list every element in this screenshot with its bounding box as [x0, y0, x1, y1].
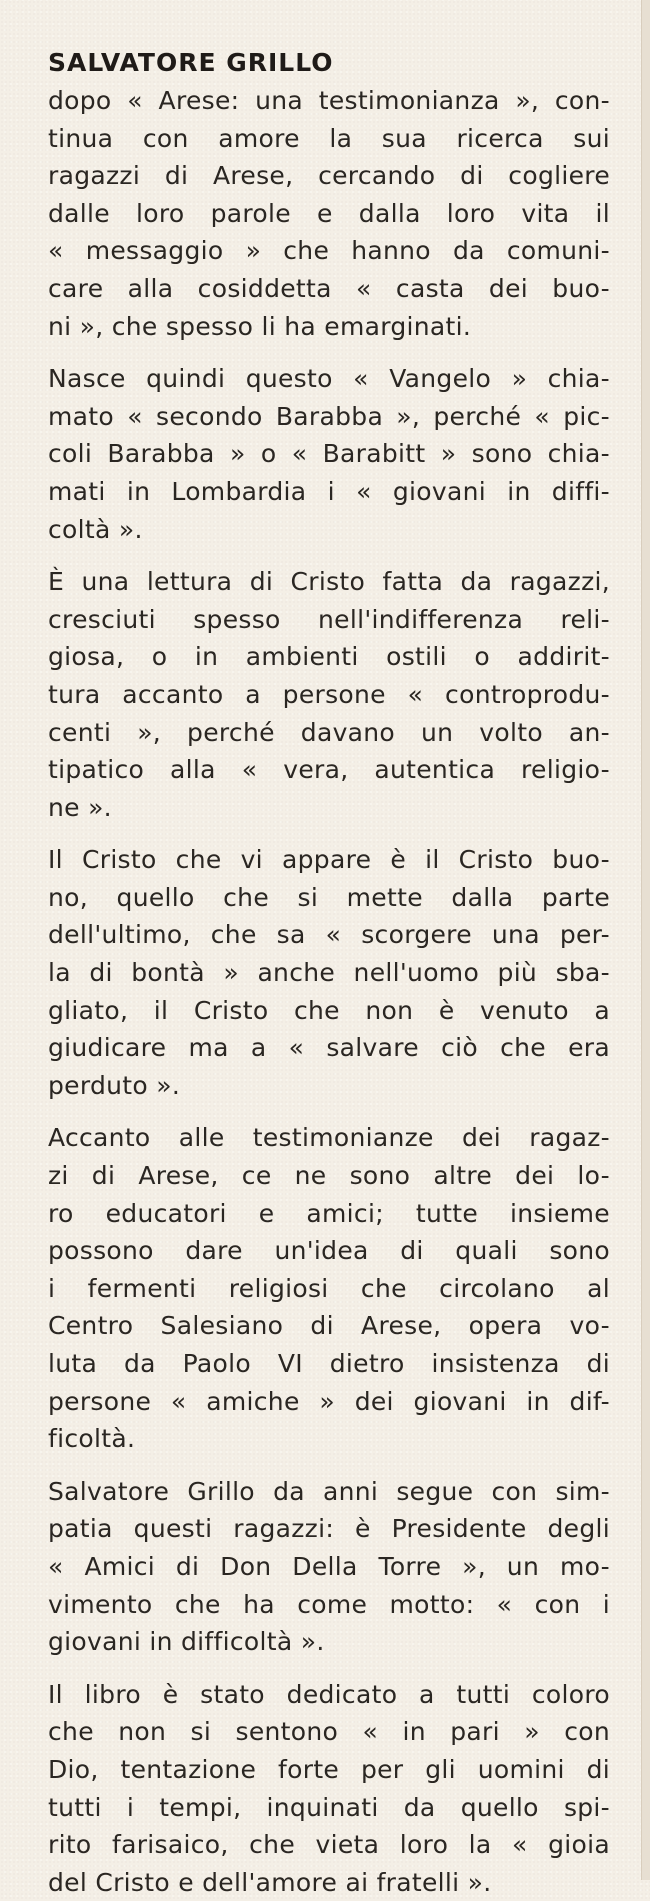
- text-line: del Cristo e dell'amore ai fratelli ».: [48, 1867, 492, 1897]
- body-text: [48, 82, 610, 1901]
- text-line: dopo « Arese: una testimonianza », con-: [48, 86, 610, 115]
- paragraph-3: [48, 563, 610, 826]
- text-line: luta da Paolo VI dietro insistenza di: [48, 1349, 610, 1378]
- paragraph-6: [48, 1473, 610, 1661]
- text-line: i fermenti religiosi che circolano al: [48, 1273, 610, 1303]
- text-line: Il Cristo che vi appare è il Cristo buo-: [48, 845, 610, 875]
- text-line: no, quello che si mette dalla parte: [48, 882, 610, 912]
- text-line: giudicare ma a « salvare ciò che era: [48, 1033, 610, 1063]
- text-line: ne ».: [48, 792, 112, 822]
- text-line: care alla cosiddetta « casta dei buo-: [48, 273, 610, 303]
- paragraph-4: [48, 841, 610, 1104]
- text-line: la di bontà » anche nell'uomo più sba-: [48, 958, 610, 988]
- text-line: coltà ».: [48, 514, 143, 544]
- text-line: giovani in difficoltà ».: [48, 1627, 325, 1657]
- text-line: giosa, o in ambienti ostili o addirit-: [48, 642, 610, 672]
- text-line: perduto ».: [48, 1070, 181, 1100]
- text-line: vimento che ha come motto: « con i: [48, 1589, 610, 1619]
- text-line: È una lettura di Cristo fatta da ragazzi,: [48, 567, 610, 597]
- paragraph-2: [48, 360, 610, 548]
- text-line: cresciuti spesso nell'indifferenza reli-: [48, 604, 610, 634]
- text-line: « Amici di Don Della Torre », un mo-: [48, 1551, 610, 1581]
- text-line: centi », perché davano un volto an-: [48, 717, 610, 747]
- text-line: patia questi ragazzi: è Presidente degli: [48, 1514, 610, 1544]
- text-line: ni », che spesso li ha emarginati.: [48, 311, 472, 341]
- text-line: dalle loro parole e dalla loro vita il: [48, 198, 610, 228]
- text-line: mati in Lombardia i « giovani in diffi-: [48, 476, 610, 506]
- text-line: tinua con amore la sua ricerca sui: [48, 123, 610, 153]
- text-line: che non si sentono « in pari » con: [48, 1717, 610, 1747]
- text-line: ro educatori e amici; tutte insieme: [48, 1198, 610, 1228]
- text-line: Il libro è stato dedicato a tutti coloro: [48, 1679, 610, 1709]
- paragraph-5: [48, 1119, 610, 1457]
- text-line: Nasce quindi questo « Vangelo » chia-: [48, 364, 610, 394]
- text-line: possono dare un'idea di quali sono: [48, 1236, 610, 1266]
- page-edge: [641, 0, 650, 1880]
- text-line: rito farisaico, che vieta loro la « gioia: [48, 1830, 610, 1860]
- text-line: Dio, tentazione forte per gli uomini di: [48, 1754, 610, 1784]
- text-line: zi di Arese, ce ne sono altre dei lo-: [48, 1161, 610, 1191]
- text-line: dell'ultimo, che sa « scorgere una per-: [48, 920, 610, 950]
- paragraph-1: [48, 82, 610, 345]
- text-line: tura accanto a persone « controprodu-: [48, 679, 610, 709]
- text-line: mato « secondo Barabba », perché « pic-: [48, 401, 610, 431]
- text-line: tipatico alla « vera, autentica religio-: [48, 755, 610, 785]
- text-line: coli Barabba » o « Barabitt » sono chia-: [48, 439, 610, 469]
- text-line: « messaggio » che hanno da comuni-: [48, 236, 610, 266]
- text-line: Accanto alle testimonianze dei ragaz-: [48, 1123, 610, 1153]
- text-line: persone « amiche » dei giovani in dif-: [48, 1386, 610, 1416]
- text-line: Centro Salesiano di Arese, opera vo-: [48, 1311, 610, 1341]
- text-line: gliato, il Cristo che non è venuto a: [48, 995, 610, 1025]
- text-line: ragazzi di Arese, cercando di cogliere: [48, 161, 610, 191]
- text-line: ficoltà.: [48, 1424, 136, 1454]
- paragraph-7: [48, 1676, 610, 1901]
- text-line: tutti i tempi, inquinati da quello spi-: [48, 1792, 610, 1822]
- author-name: SALVATORE GRILLO: [48, 48, 334, 77]
- text-line: Salvatore Grillo da anni segue con sim-: [48, 1476, 610, 1506]
